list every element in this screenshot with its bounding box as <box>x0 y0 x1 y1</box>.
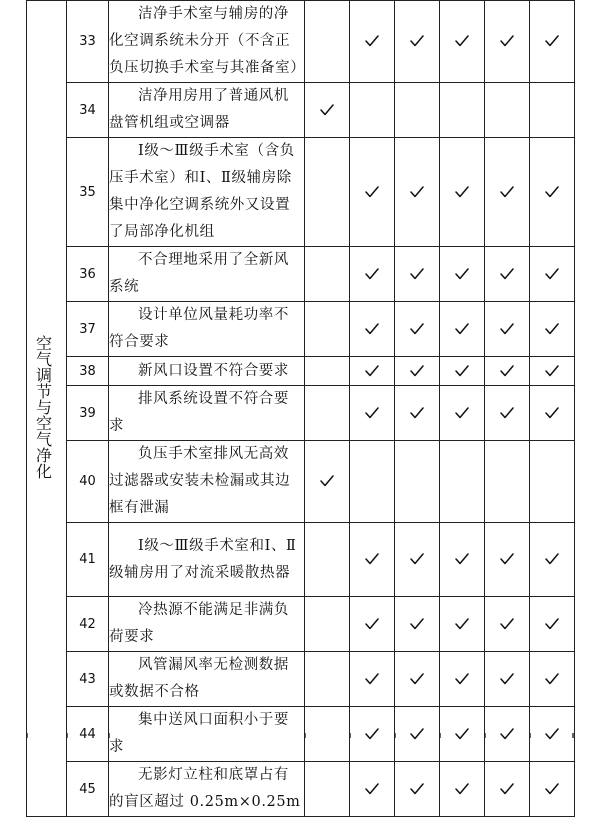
checkmark-icon <box>365 268 379 280</box>
check-cell-4 <box>440 302 485 357</box>
checkmark-icon <box>500 407 514 419</box>
table-row <box>27 357 575 386</box>
check-cell-1 <box>305 386 350 441</box>
checkmark-icon <box>455 618 469 630</box>
item-number: 37 <box>67 302 109 357</box>
check-cell-3 <box>395 386 440 441</box>
checklist-table <box>26 0 575 817</box>
item-description: 无影灯立柱和底罩占有的盲区超过 0.25m×0.25m <box>109 762 305 817</box>
checkmark-icon <box>500 323 514 335</box>
item-description: 排风系统设置不符合要求 <box>109 386 305 441</box>
checkmark-icon <box>500 35 514 47</box>
check-cell-1 <box>305 1 350 83</box>
item-description: 洁净手术室与辅房的净化空调系统未分开（不含正负压切换手术室与其准备室） <box>109 1 305 83</box>
check-cell-5 <box>485 523 530 597</box>
checkmark-icon <box>410 407 424 419</box>
check-cell-4 <box>440 386 485 441</box>
check-cell-1 <box>305 762 350 817</box>
item-number: 40 <box>67 441 109 523</box>
item-number: 35 <box>67 138 109 247</box>
checkmark-icon <box>545 35 559 47</box>
check-cell-4 <box>440 138 485 247</box>
check-cell-6 <box>530 597 575 652</box>
item-number: 39 <box>67 386 109 441</box>
check-cell-2 <box>350 762 395 817</box>
check-cell-2 <box>350 441 395 523</box>
check-cell-4 <box>440 357 485 386</box>
checkmark-icon <box>410 553 424 565</box>
check-cell-2 <box>350 302 395 357</box>
checkmark-icon <box>455 365 469 377</box>
item-number: 43 <box>67 652 109 707</box>
checkmark-icon <box>545 783 559 795</box>
checkmark-icon <box>365 783 379 795</box>
item-number: 33 <box>67 1 109 83</box>
checkmark-icon <box>545 673 559 685</box>
table-row <box>27 597 575 652</box>
checkmark-icon <box>365 365 379 377</box>
item-number: 34 <box>67 83 109 138</box>
item-description: 新风口设置不符合要求 <box>109 357 305 386</box>
check-cell-5 <box>485 83 530 138</box>
check-cell-4 <box>440 652 485 707</box>
table-row <box>27 762 575 817</box>
table-body <box>27 1 575 817</box>
item-number: 41 <box>67 523 109 597</box>
check-cell-6 <box>530 247 575 302</box>
table-row <box>27 523 575 597</box>
item-description: 冷热源不能满足非满负荷要求 <box>109 597 305 652</box>
check-cell-1 <box>305 597 350 652</box>
checkmark-icon <box>320 104 334 116</box>
check-cell-6 <box>530 386 575 441</box>
check-cell-2 <box>350 652 395 707</box>
check-cell-1 <box>305 652 350 707</box>
check-cell-3 <box>395 302 440 357</box>
check-cell-1 <box>305 357 350 386</box>
check-cell-6 <box>530 138 575 247</box>
checkmark-icon <box>365 323 379 335</box>
item-description: 洁净用房用了普通风机盘管机组或空调器 <box>109 83 305 138</box>
check-cell-6 <box>530 523 575 597</box>
check-cell-6 <box>530 652 575 707</box>
checkmark-icon <box>545 268 559 280</box>
checkmark-icon <box>455 35 469 47</box>
checkmark-icon <box>365 35 379 47</box>
item-description: Ⅰ级～Ⅲ级手术室和Ⅰ、Ⅱ级辅房用了对流采暖散热器 <box>109 523 305 597</box>
check-cell-2 <box>350 1 395 83</box>
checkmark-icon <box>365 618 379 630</box>
check-cell-5 <box>485 762 530 817</box>
checkmark-icon <box>410 186 424 198</box>
checkmark-icon <box>410 618 424 630</box>
check-cell-1 <box>305 138 350 247</box>
item-description: 集中送风口面积小于要求 <box>109 707 305 762</box>
category-cell <box>27 1 67 817</box>
checkmark-icon <box>410 35 424 47</box>
table-row <box>27 302 575 357</box>
check-cell-6 <box>530 302 575 357</box>
item-number: 38 <box>67 357 109 386</box>
item-description: 设计单位风量耗功率不符合要求 <box>109 302 305 357</box>
checkmark-icon <box>365 553 379 565</box>
check-cell-4 <box>440 762 485 817</box>
checkmark-icon <box>545 323 559 335</box>
check-cell-6 <box>530 441 575 523</box>
checkmark-icon <box>545 553 559 565</box>
check-cell-3 <box>395 523 440 597</box>
check-cell-4 <box>440 1 485 83</box>
checkmark-icon <box>455 268 469 280</box>
checkmark-icon <box>500 553 514 565</box>
table-row <box>27 83 575 138</box>
checkmark-icon <box>365 407 379 419</box>
check-cell-3 <box>395 652 440 707</box>
table-row <box>27 247 575 302</box>
bottom-tick-marks <box>26 733 574 738</box>
checkmark-icon <box>500 268 514 280</box>
checkmark-icon <box>320 475 334 487</box>
check-cell-5 <box>485 138 530 247</box>
checkmark-icon <box>545 407 559 419</box>
check-cell-4 <box>440 441 485 523</box>
item-description: 负压手术室排风无高效过滤器或安装未检漏或其边框有泄漏 <box>109 441 305 523</box>
check-cell-4 <box>440 523 485 597</box>
checkmark-icon <box>500 673 514 685</box>
item-description: 不合理地采用了全新风系统 <box>109 247 305 302</box>
check-cell-5 <box>485 302 530 357</box>
check-cell-2 <box>350 83 395 138</box>
category-label: 空气调节与空气净化 <box>33 334 53 479</box>
check-cell-2 <box>350 523 395 597</box>
check-cell-3 <box>395 441 440 523</box>
checkmark-icon <box>365 186 379 198</box>
check-cell-5 <box>485 386 530 441</box>
check-cell-5 <box>485 1 530 83</box>
checkmark-icon <box>365 673 379 685</box>
checkmark-icon <box>500 783 514 795</box>
check-cell-2 <box>350 357 395 386</box>
check-cell-5 <box>485 247 530 302</box>
check-cell-3 <box>395 247 440 302</box>
check-cell-6 <box>530 83 575 138</box>
checkmark-icon <box>545 618 559 630</box>
item-description: 风管漏风率无检测数据或数据不合格 <box>109 652 305 707</box>
checkmark-icon <box>500 186 514 198</box>
check-cell-1 <box>305 441 350 523</box>
check-cell-2 <box>350 138 395 247</box>
checkmark-icon <box>500 365 514 377</box>
checkmark-icon <box>410 365 424 377</box>
check-cell-3 <box>395 83 440 138</box>
check-cell-2 <box>350 597 395 652</box>
check-cell-2 <box>350 386 395 441</box>
checkmark-icon <box>500 618 514 630</box>
table-row <box>27 652 575 707</box>
checkmark-icon <box>410 323 424 335</box>
check-cell-3 <box>395 762 440 817</box>
checkmark-icon <box>410 268 424 280</box>
table-row <box>27 441 575 523</box>
checkmark-icon <box>545 186 559 198</box>
check-cell-4 <box>440 83 485 138</box>
checkmark-icon <box>410 783 424 795</box>
check-cell-3 <box>395 1 440 83</box>
check-cell-6 <box>530 762 575 817</box>
check-cell-5 <box>485 357 530 386</box>
check-cell-5 <box>485 652 530 707</box>
checkmark-icon <box>455 673 469 685</box>
item-number: 45 <box>67 762 109 817</box>
item-number: 42 <box>67 597 109 652</box>
check-cell-1 <box>305 302 350 357</box>
table-row <box>27 1 575 83</box>
checkmark-icon <box>455 407 469 419</box>
item-description: Ⅰ级～Ⅲ级手术室（含负压手术室）和Ⅰ、Ⅱ级辅房除集中净化空调系统外又设置了局部净化机组 <box>109 138 305 247</box>
table-row <box>27 138 575 247</box>
check-cell-6 <box>530 1 575 83</box>
check-cell-2 <box>350 247 395 302</box>
check-cell-5 <box>485 441 530 523</box>
checkmark-icon <box>455 323 469 335</box>
checkmark-icon <box>455 186 469 198</box>
check-cell-4 <box>440 247 485 302</box>
table-row <box>27 386 575 441</box>
check-cell-1 <box>305 83 350 138</box>
item-number: 44 <box>67 707 109 762</box>
check-cell-1 <box>305 247 350 302</box>
checkmark-icon <box>455 553 469 565</box>
checkmark-icon <box>545 365 559 377</box>
check-cell-3 <box>395 357 440 386</box>
check-cell-4 <box>440 597 485 652</box>
item-number: 36 <box>67 247 109 302</box>
check-cell-5 <box>485 597 530 652</box>
check-cell-3 <box>395 597 440 652</box>
checkmark-icon <box>455 783 469 795</box>
check-cell-6 <box>530 357 575 386</box>
check-cell-1 <box>305 523 350 597</box>
checkmark-icon <box>410 673 424 685</box>
check-cell-3 <box>395 138 440 247</box>
